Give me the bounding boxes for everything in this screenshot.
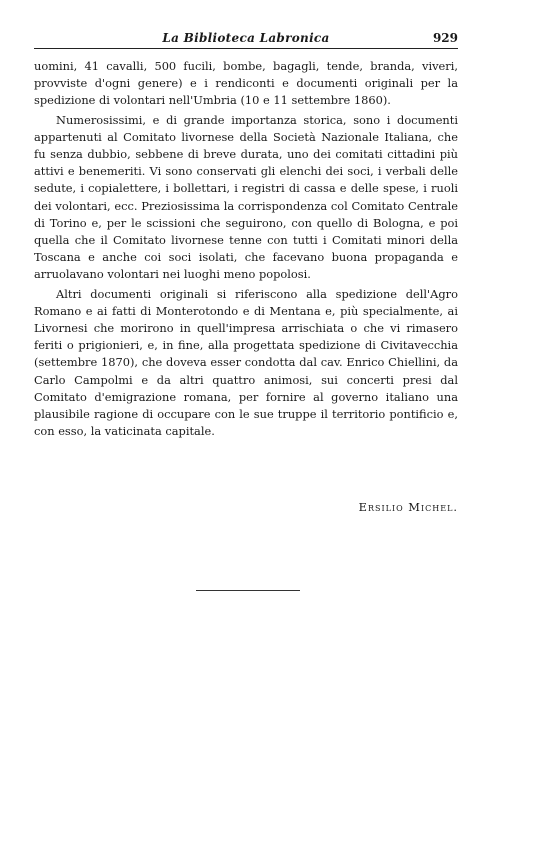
header-rule [34, 48, 458, 49]
running-header [34, 31, 458, 47]
paragraph-altri-documenti: Altri documenti originali si riferiscono alla spedizione dell'Agro Romano e ai fatti di Monterotondo e di Mentana e, più specialmente, ai Livornesi che morirono in quell'impresa arrischiata o che vi rimasero feriti o prigionieri, e, in fine, alla progettata spedizione di Civitavecchia (settembre 1870), che doveva esser condotta dal cav. Enrico Chiellini, da Carlo Campolmi e da altri quattro animosi, sui concerti presi dal Comitato d'emigrazione romana, per fornire al governo italiano una plausibile ragione di occupare con le sue truppe il territorio pontificio e, con esso, la vaticinata capitale. [34, 286, 458, 439]
running-title: La Biblioteca Labronica [162, 31, 330, 45]
end-rule [196, 590, 300, 591]
page-number: 929 [432, 31, 458, 45]
author-signature: Ersilio Michel. [358, 500, 458, 514]
body-text [34, 58, 458, 442]
paragraph-comitato: Numerosissimi, e di grande importanza storica, sono i documenti appartenuti al Comitato livornese della Società Nazionale Italiana, che fu senza dubbio, sebbene di breve durata, uno dei comitati cittadini più attivi e benemeriti. Vi sono conservati gli elenchi dei soci, i verbali delle sedute, i copialettere, i bollettari, i registri di cassa e delle spese, i ruoli dei volontari, ecc. Preziosissima la corrispondenza col Comitato Centrale di Torino e, per le scissioni che seguirono, con quello di Bologna, e poi quella che il Comitato livornese tenne con tutti i Comitati minori della Toscana e anche coi soci isolati, che facevano buona propaganda e arruolavano volontari nei luoghi meno popolosi. [34, 112, 458, 282]
paragraph-continuation: uomini, 41 cavalli, 500 fucili, bombe, bagagli, tende, branda, viveri, provviste d'ogni genere) e i rendiconti e documenti originali per la spedizione di volontari nell'Umbria (10 e 11 settembre 1860). [34, 59, 458, 108]
